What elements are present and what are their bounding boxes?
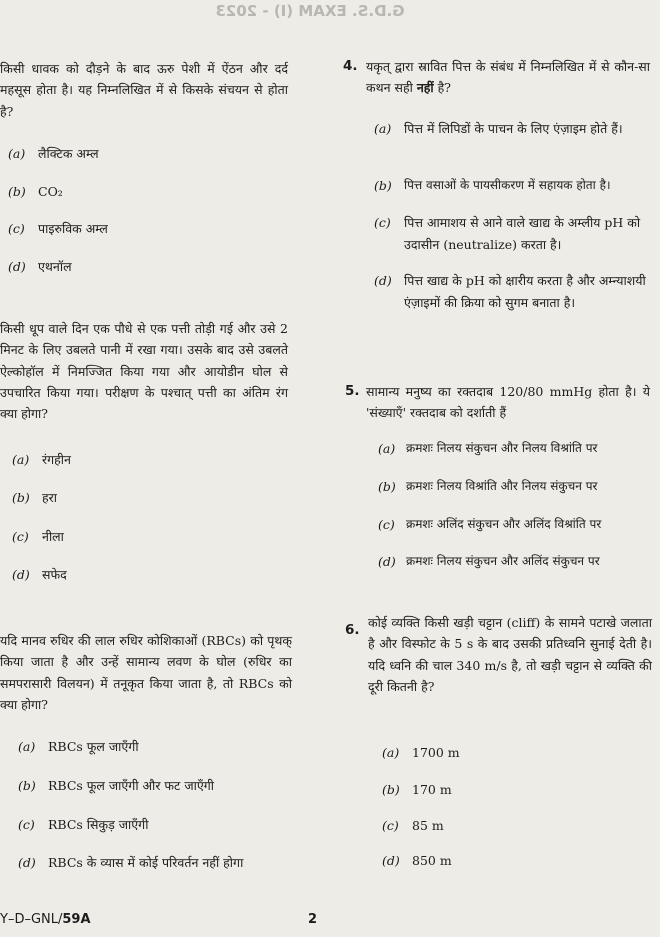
question-stem: किसी धूप वाले दिन एक पौधे से एक पत्ती तोड़ी गई और उसे 2 मिनट के लिए उबलते पानी में रखा गया। उसके बाद उसे उबलते ऐल्कोहॉल में निमज्जित किया गया और आयोडीन घोल से उपचारित किया गया। परीक्षण के पश्चात् पत्ती का अंतिम रंग क्या होगा? [0, 321, 288, 421]
stem-text: यकृत् द्वारा स्रावित पित्त के संबंध में निम्नलिखित में से कौन-सा कथन सही [366, 59, 650, 96]
option-label: (d) [18, 855, 36, 870]
option-label: (d) [378, 554, 396, 569]
option[interactable] [8, 256, 72, 278]
option-text: सफेद [42, 567, 67, 582]
option[interactable] [374, 270, 650, 314]
option-label: (b) [12, 490, 30, 505]
question-stem: सामान्य मनुष्य का रक्तदाब 120/80 mmHg होता है। ये 'संख्याएँ' रक्तदाब को दर्शाती हैं [366, 384, 650, 421]
option-label: (d) [12, 567, 30, 582]
option-label: (b) [382, 782, 400, 797]
option[interactable] [382, 779, 452, 801]
option-label: (a) [378, 441, 396, 456]
option-text: नीला [42, 529, 64, 544]
option[interactable] [18, 852, 243, 874]
question-3 [0, 630, 292, 715]
question-stem: किसी धावक को दौड़ने के बाद ऊरु पेशी में ऐंठन और दर्द महसूस होता है। यह निम्नलिखित में से किसके संचयन से होता है? [0, 61, 288, 119]
option-label: (b) [378, 479, 396, 494]
option-label: (c) [374, 215, 391, 230]
option-text: 170 m [412, 782, 452, 797]
question-number: 4. [343, 58, 358, 74]
question-2 [0, 318, 288, 424]
option-label: (c) [382, 818, 399, 833]
question-4 [366, 56, 650, 99]
option[interactable] [374, 175, 654, 196]
mirrored-header-text: G.D.S. EXAM (I) - 2023 [215, 2, 405, 20]
stem-text: है? [433, 80, 451, 96]
option-text: RBCs फूल जाएँगी [48, 739, 139, 754]
option-text: पित्त में लिपिडों के पाचन के लिए एंज़ाइम होते हैं। [404, 121, 623, 136]
option-label: (c) [378, 517, 395, 532]
page-number: 2 [308, 912, 318, 927]
option-text: RBCs सिकुड़ जाएँगी [48, 817, 149, 832]
option-text: क्रमशः निलय विश्रांति और निलय संकुचन पर [406, 479, 598, 493]
option[interactable] [18, 775, 214, 797]
booklet-code-prefix: Y–D–GNL/ [0, 912, 63, 927]
option-label: (a) [382, 745, 400, 760]
option[interactable] [18, 736, 139, 758]
question-number: 5. [345, 383, 360, 399]
option[interactable] [374, 212, 650, 256]
option-label: (a) [18, 739, 36, 754]
option[interactable] [12, 487, 57, 509]
option[interactable] [378, 438, 654, 459]
option-label: (c) [12, 529, 29, 544]
option-text: 1700 m [412, 745, 460, 760]
option[interactable] [8, 181, 63, 203]
option[interactable] [8, 143, 99, 165]
option-text: पित्त खाद्य के pH को क्षारीय करता है और अम्न्याशयी एंज़ाइमों की क्रिया को सुगम बनाता है। [404, 273, 646, 310]
option-label: (d) [382, 853, 400, 868]
option-text: क्रमशः निलय संकुचन और अलिंद संकुचन पर [406, 554, 600, 568]
option[interactable] [382, 742, 460, 764]
option[interactable] [12, 526, 64, 548]
stem-emphasis: नहीं [416, 80, 434, 96]
booklet-code [0, 912, 91, 927]
option[interactable] [12, 564, 67, 586]
option-label: (a) [8, 146, 26, 161]
option-label: (c) [8, 221, 25, 236]
option-text: RBCs के व्यास में कोई परिवर्तन नहीं होगा [48, 855, 244, 870]
option[interactable] [8, 218, 108, 240]
question-6 [368, 612, 652, 697]
option[interactable] [378, 476, 654, 497]
option-text: पित्त वसाओं के पायसीकरण में सहायक होता है। [404, 178, 611, 192]
option-text: एथनॉल [38, 259, 72, 274]
option[interactable] [12, 449, 71, 471]
option-label: (a) [374, 121, 392, 136]
option-label: (a) [12, 452, 30, 467]
option-text: पाइरुविक अम्ल [38, 221, 108, 236]
option-text: लैक्टिक अम्ल [38, 146, 99, 161]
option-text: CO₂ [38, 184, 63, 199]
option-label: (b) [374, 178, 392, 193]
question-stem: यदि मानव रुधिर की लाल रुधिर कोशिकाओं (RBCs) को पृथक् किया जाता है और उन्हें सामान्य लवण के घोल (रुधिर का समपरासारी विलयन) में तनूकृत किया जाता है, तो RBCs को क्या होगा? [0, 633, 292, 712]
option-text: हरा [42, 490, 57, 505]
option-label: (d) [374, 273, 392, 288]
question-1 [0, 58, 288, 122]
option-text: पित्त आमाशय से आने वाले खाद्य के अम्लीय pH को उदासीन (neutralize) करता है। [404, 215, 641, 252]
option-text: क्रमशः अलिंद संकुचन और अलिंद विश्रांति पर [406, 517, 602, 531]
option[interactable] [18, 814, 148, 836]
question-stem: कोई व्यक्ति किसी खड़ी चट्टान (cliff) के सामने पटाखे जलाता है और विस्फोट के 5 s के बाद उसकी प्रतिध्वनि सुनाई देती है। यदि ध्वनि की चाल 340 m/s है, तो खड़ी चट्टान से व्यक्ति की दूरी कितनी है? [368, 615, 652, 694]
question-5 [366, 381, 650, 424]
option[interactable] [378, 514, 654, 535]
option[interactable] [378, 551, 654, 572]
question-stem [366, 56, 650, 99]
option[interactable] [382, 815, 444, 837]
option-text: 85 m [412, 818, 444, 833]
option-label: (b) [18, 778, 36, 793]
question-number: 6. [345, 622, 360, 638]
option-label: (d) [8, 259, 26, 274]
option-label: (c) [18, 817, 35, 832]
option-text: रंगहीन [42, 452, 71, 467]
option[interactable] [382, 850, 452, 872]
option-text: क्रमशः निलय संकुचन और निलय विश्रांति पर [406, 441, 598, 455]
booklet-code-suffix: 59A [62, 912, 91, 927]
option[interactable] [374, 118, 650, 140]
option-text: RBCs फूल जाएँगी और फट जाएँगी [48, 778, 215, 793]
option-label: (b) [8, 184, 26, 199]
option-text: 850 m [412, 853, 452, 868]
